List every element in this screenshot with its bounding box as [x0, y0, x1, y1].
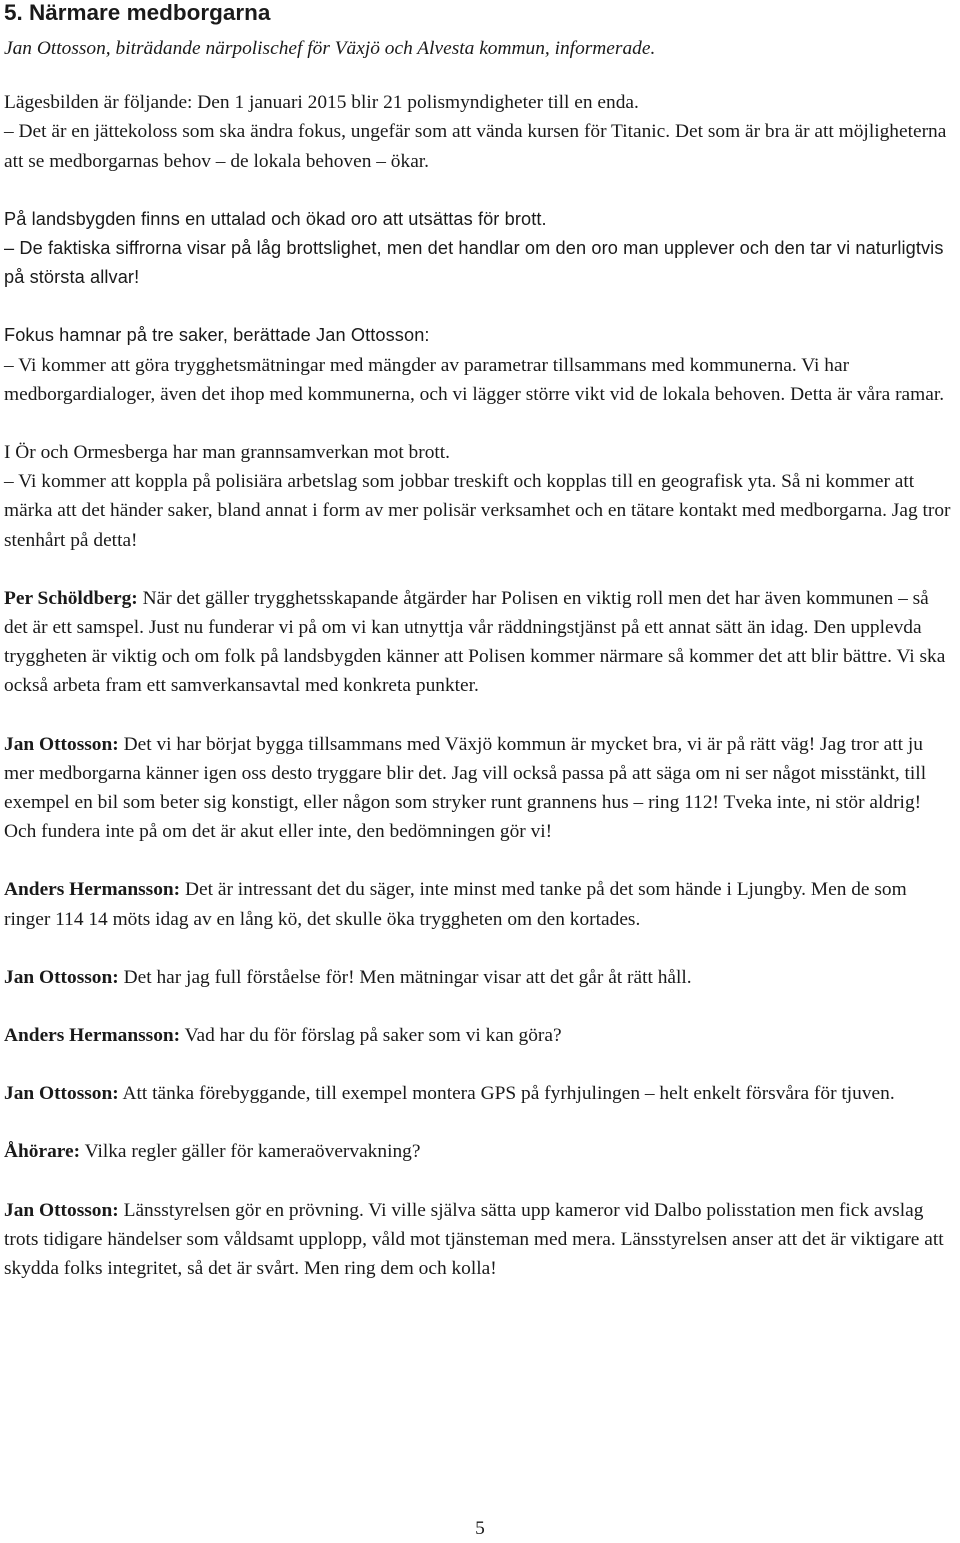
speaker-name: Jan Ottosson:	[4, 1083, 119, 1105]
dialogue-text: Det vi har börjat bygga tillsammans med Växjö kommun är mycket bra, vi är på rätt väg! Jag tror att ju mer medborgarna känner igen oss desto tryggare blir det. Jag vill också passa på att säga om ni ser något misstänkt, till exempel en bil som beter sig konstigt, eller någon som stryker runt grannens hus – ring 112! Tveka inte, ni stör aldrig! Och fundera inte på om det är akut eller inte, den bedömningen gör vi!	[4, 733, 927, 843]
dialogue-text: Länsstyrelsen gör en prövning. Vi ville själva sätta upp kameror vid Dalbo polisstation men fick avslag trots tidigare händelser som våldsamt upplopp, våld mot tjänsteman med mera. Länsstyrelsen anser att det är viktigare att skydda folks integritet, så det är svårt. Men ring dem och kolla!	[4, 1199, 944, 1280]
paragraph-4-line-1: I Ör och Ormesberga har man grannsamverkan mot brott.	[4, 442, 451, 464]
paragraph-3-line-1: Fokus hamnar på tre saker, berättade Jan Ottosson:	[4, 325, 430, 346]
dialogue-text: Vilka regler gäller för kameraövervakning?	[84, 1141, 421, 1163]
speaker-name: Per Schöldberg:	[4, 587, 138, 609]
paragraph-4	[4, 438, 956, 555]
speaker-name: Jan Ottosson:	[4, 1199, 119, 1221]
dialogue-entry	[4, 1196, 956, 1284]
dialogue-text: Det är intressant det du säger, inte minst med tanke på det som hände i Ljungby. Men de som ringer 114 14 möts idag av en lång kö, det skulle öka tryggheten om den kortades.	[4, 879, 907, 930]
dialogue-entry	[4, 875, 956, 933]
dialogue-entry	[4, 963, 956, 992]
paragraph-1-line-2: – Det är en jättekoloss som ska ändra fokus, ungefär som att vända kursen för Titanic. Det som är bra är att möjligheterna att se medborgarnas behov – de lokala behoven – ökar.	[4, 121, 947, 172]
paragraph-1-line-1: Lägesbilden är följande: Den 1 januari 2015 blir 21 polismyndigheter till en enda.	[4, 92, 639, 114]
dialogue-text: Det har jag full förståelse för! Men mätningar visar att det går åt rätt håll.	[123, 966, 692, 988]
intro-text: Jan Ottosson, biträdande närpolischef för Växjö och Alvesta kommun, informerade.	[4, 38, 656, 59]
paragraph-4-line-2: – Vi kommer att koppla på polisiära arbetslag som jobbar treskift och kopplas till en geografisk yta. Så ni kommer att märka att det händer saker, bland annat i form av mer polisär verksamhet och en tätare kontakt med medborgarna. Jag tror stenhårt på detta!	[4, 471, 951, 551]
speaker-name: Anders Hermansson:	[4, 1025, 181, 1047]
paragraph-1	[4, 88, 956, 176]
page-number: 5	[475, 1518, 485, 1539]
speaker-name: Åhörare:	[4, 1141, 81, 1163]
paragraph-3	[4, 321, 956, 409]
paragraph-3-line-2: – Vi kommer att göra trygghetsmätningar med mängder av parametrar tillsammans med kommunerna. Vi har medborgardialoger, även det ihop med kommunerna, och vi lägger större vikt vid de lokala behoven. Detta är våra ramar.	[4, 354, 945, 405]
speaker-name: Anders Hermansson:	[4, 879, 181, 901]
speaker-name: Jan Ottosson:	[4, 966, 119, 988]
dialogue-entry	[4, 584, 956, 701]
document-page	[4, 0, 956, 1283]
section-heading: 5. Närmare medborgarna	[4, 0, 271, 25]
paragraph-2-line-1: På landsbygden finns en uttalad och ökad oro att utsättas för brott.	[4, 208, 547, 229]
dialogue-entry	[4, 1137, 956, 1166]
paragraph-2-line-2: – De faktiska siffrorna visar på låg brottslighet, men det handlar om den oro man upplever och den tar vi naturligtvis på största allvar!	[4, 238, 944, 288]
speaker-name: Jan Ottosson:	[4, 733, 119, 755]
dialogue-text: Att tänka förebyggande, till exempel montera GPS på fyrhjulingen – helt enkelt försvåra för tjuven.	[122, 1083, 895, 1105]
dialogue-entry	[4, 1079, 956, 1108]
paragraph-2	[4, 205, 956, 293]
dialogue-text: Vad har du för förslag på saker som vi kan göra?	[184, 1025, 562, 1047]
dialogue-text: När det gäller trygghetsskapande åtgärder har Polisen en viktig roll men det har även kommunen – så det är ett samspel. Just nu funderar vi på om vi kan utnyttja vår räddningstjänst på ett annat sätt än idag. Den upplevda tryggheten är viktig och om folk på landsbygden känner att Polisen kommer närmare så kommer det att blir bättre. Vi ska också arbeta fram ett samverkansavtal med konkreta punkter.	[4, 587, 946, 697]
dialogue-entry	[4, 730, 956, 847]
dialogue-entry	[4, 1021, 956, 1050]
